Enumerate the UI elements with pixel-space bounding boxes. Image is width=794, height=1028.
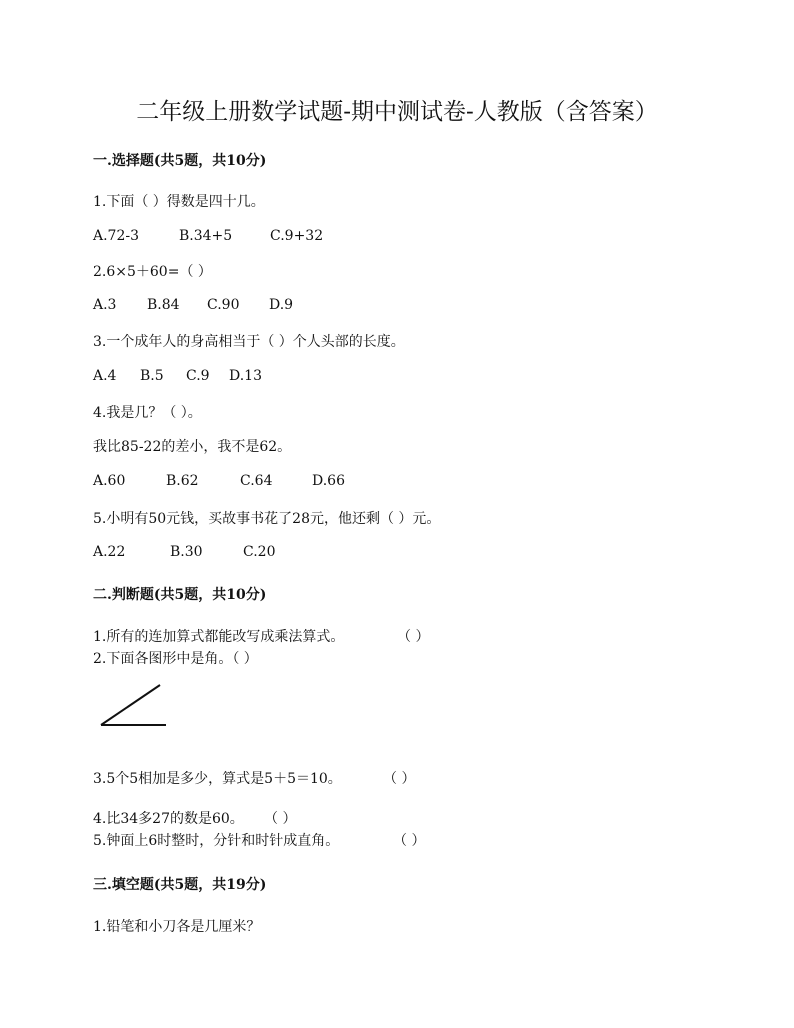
- question-text: 1.铅笔和小刀各是几厘米？: [93, 919, 261, 935]
- question-text: 4.比34多27的数是60。: [93, 811, 244, 827]
- question-text: 2.下面各图形中是角。（ ）: [93, 651, 258, 667]
- option-d: D.9: [269, 297, 294, 313]
- option-a: A.3: [93, 297, 117, 313]
- option-d: D.13: [229, 368, 262, 384]
- option-c: C.90: [207, 297, 240, 313]
- option-a: A.22: [93, 544, 126, 560]
- question-text: 2.6×5＋60=（ ）: [93, 264, 212, 280]
- answer-parentheses: （ ）: [397, 629, 430, 645]
- option-d: D.66: [312, 473, 345, 489]
- option-c: C.9: [186, 368, 210, 384]
- option-c: C.64: [240, 473, 273, 489]
- question-text: 3.5个5相加是多少，算式是5＋5＝10。: [93, 771, 342, 787]
- answer-parentheses: （ ）: [264, 811, 297, 827]
- question-text: 1.所有的连加算式都能改写成乘法算式。: [93, 629, 345, 645]
- question-text: 5.小明有50元钱，买故事书花了28元，他还剩（ ）元。: [93, 511, 441, 527]
- option-b: B.30: [170, 544, 203, 560]
- option-b: B.5: [140, 368, 164, 384]
- option-b: B.34+5: [179, 228, 233, 244]
- question-text: 3.一个成年人的身高相当于（ ）个人头部的长度。: [93, 334, 405, 350]
- option-b: B.62: [166, 473, 199, 489]
- question-subtext: 我比85-22的差小，我不是62。: [93, 439, 292, 455]
- answer-parentheses: （ ）: [393, 833, 426, 849]
- option-b: B.84: [147, 297, 180, 313]
- answer-parentheses: （ ）: [383, 771, 416, 787]
- question-text: 4.我是几？（ ）。: [93, 405, 202, 421]
- option-a: A.60: [93, 473, 126, 489]
- option-c: C.9+32: [270, 228, 324, 244]
- page-title: 二年级上册数学试题-期中测试卷-人教版（含答案）: [136, 99, 658, 125]
- section-heading-fill-in: 三.填空题(共5题，共19分): [93, 877, 267, 893]
- section-heading-choice: 一.选择题(共5题，共10分): [93, 153, 267, 169]
- option-a: A.4: [93, 368, 117, 384]
- question-text: 5.钟面上6时整时，分针和时针成直角。: [93, 833, 340, 849]
- question-text: 1.下面（ ）得数是四十几。: [93, 194, 265, 210]
- angle-figure: [98, 682, 170, 728]
- option-a: A.72-3: [93, 228, 140, 244]
- section-heading-judgement: 二.判断题(共5题，共10分): [93, 587, 267, 603]
- option-c: C.20: [243, 544, 276, 560]
